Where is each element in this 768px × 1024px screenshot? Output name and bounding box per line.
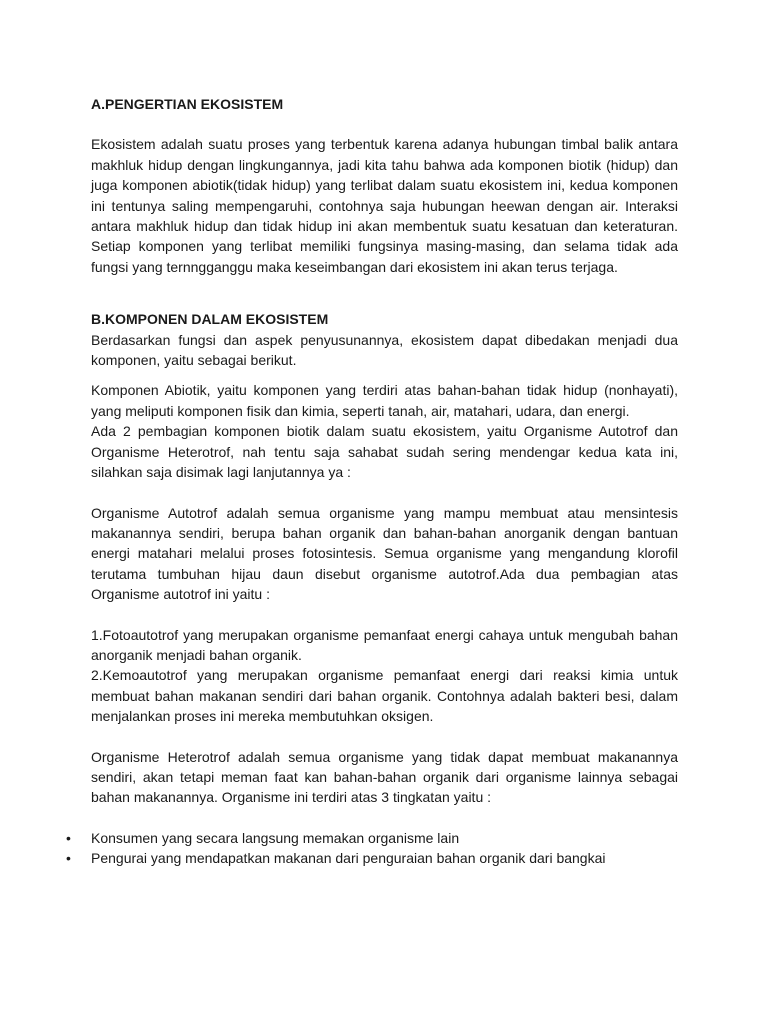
list-item <box>66 848 678 868</box>
section-a-heading: A.PENGERTIAN EKOSISTEM <box>91 96 284 112</box>
kemoautotrof-item: 2.Kemoautotrof yang merupakan organisme pemanfaat energi dari reaksi kimia untuk membuat bahan makanan sendiri dari bahan organik. Contohnya adalah bakteri besi, dalam menjalankan proses ini mereka membutuhkan oksigen. <box>91 667 678 725</box>
fotoautotrof-item: 1.Fotoautotrof yang merupakan organisme pemanfaat energi cahaya untuk mengubah bahan anorganik menjadi bahan organik. <box>91 626 678 663</box>
section-a-paragraph: Ekosistem adalah suatu proses yang terbentuk karena adanya hubungan timbal balik antara makhluk hidup dengan lingkungannya, jadi kita tahu bahwa ada komponen biotik (hidup) dan juga komponen abiotik(tidak hidup) yang terlibat dalam suatu ekosistem ini, kedua komponen ini tentunya saling mempengaruhi, contohnya saja hubungan heewan dengan air. Interaksi antara makhluk hidup dan tidak hidup ini akan membentuk suatu kesatuan dan keteraturan. Setiap komponen yang terlibat memiliki fungsinya masing-masing, dan selama tidak ada fungsi yang ternngganggu maka keseimbangan dari ekosistem ini akan terus terjaga. <box>91 136 678 275</box>
document-page <box>66 94 678 869</box>
section-b-heading: B.KOMPONEN DALAM EKOSISTEM <box>91 311 329 328</box>
list-item-text: Pengurai yang mendapatkan makanan dari penguraian bahan organik dari bangkai <box>91 850 606 867</box>
abiotik-paragraph: Komponen Abiotik, yaitu komponen yang terdiri atas bahan-bahan tidak hidup (nonhayati), yang meliputi komponen fisik dan kimia, seperti tanah, air, matahari, udara, dan energi. <box>91 382 678 419</box>
biotik-intro-paragraph: Ada 2 pembagian komponen biotik dalam suatu ekosistem, yaitu Organisme Autotrof dan Organisme Heterotrof, nah tentu saja sahabat sudah sering mendengar kedua kata ini, silahkan saja disimak lagi lanjutannya ya : <box>91 423 678 481</box>
section-b-intro: Berdasarkan fungsi dan aspek penyusunannya, ekosistem dapat dibedakan menjadi dua komponen, yaitu sebagai berikut. <box>91 331 678 369</box>
list-item <box>66 828 678 848</box>
heterotrof-paragraph: Organisme Heterotrof adalah semua organisme yang tidak dapat membuat makanannya sendiri, akan tetapi meman faat kan bahan-bahan organik dari organisme lainnya sebagai bahan makanannya. Organisme ini terdiri atas 3 tingkatan yaitu : <box>91 748 678 806</box>
autotrof-paragraph: Organisme Autotrof adalah semua organisme yang mampu membuat atau mensintesis makanannya sendiri, berupa bahan organik dan bahan-bahan anorganik dengan bantuan energi matahari melalui proses fotosintesis. Semua organisme yang mengandung klorofil terutama tumbuhan hijau daun disebut organisme autotrof.Ada dua pembagian atas Organisme autotrof ini yaitu : <box>91 504 678 603</box>
heterotrof-list <box>66 828 678 869</box>
bullet-icon: • <box>66 850 71 867</box>
list-item-text: Konsumen yang secara langsung memakan organisme lain <box>91 829 460 846</box>
bullet-icon: • <box>66 829 71 846</box>
